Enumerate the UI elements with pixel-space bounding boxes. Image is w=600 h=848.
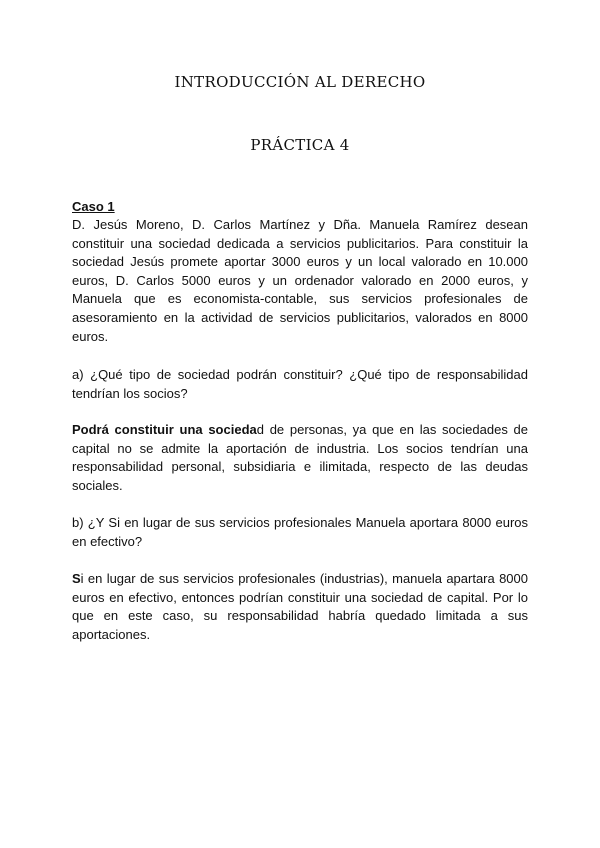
answer-b-rest: i en lugar de sus servicios profesionales (industrias), manuela apartara 8000 euros en efectivo, entonces podrían constituir una sociedad de capital. Por lo que en este caso, su responsabilidad habría quedado limitada a sus aportaciones. <box>72 571 528 642</box>
answer-b <box>72 570 528 644</box>
answer-a-rest: d de personas, ya que en las sociedades de capital no se admite la aportación de industria. Los socios tendrían una responsabilidad personal, subsidiaria e ilimitada, respecto de las deudas sociales. <box>72 422 528 493</box>
case-heading: Caso 1 <box>72 199 115 214</box>
answer-a <box>72 421 528 495</box>
answer-a-bold-lead: Podrá constituir una socieda <box>72 422 257 437</box>
answer-b-bold-lead: S <box>72 571 81 586</box>
practice-subtitle: PRÁCTICA 4 <box>250 136 350 154</box>
document-title: INTRODUCCIÓN AL DERECHO <box>174 73 426 91</box>
question-a: a) ¿Qué tipo de sociedad podrán constituir? ¿Qué tipo de responsabilidad tendrían los socios? <box>72 367 528 401</box>
question-b: b) ¿Y Si en lugar de sus servicios profesionales Manuela aportara 8000 euros en efectivo? <box>72 515 528 549</box>
case-statement: D. Jesús Moreno, D. Carlos Martínez y Dña. Manuela Ramírez desean constituir una sociedad dedicada a servicios publicitarios. Para constituir la sociedad Jesús promete aportar 3000 euros y un local valorado en 10.000 euros, D. Carlos 5000 euros y un ordenador valorado en 2000 euros, y Manuela que es economista-contable, sus servicios profesionales de asesoramiento en la actividad de servicios publicitarios, valorados en 8000 euros. <box>72 217 528 344</box>
